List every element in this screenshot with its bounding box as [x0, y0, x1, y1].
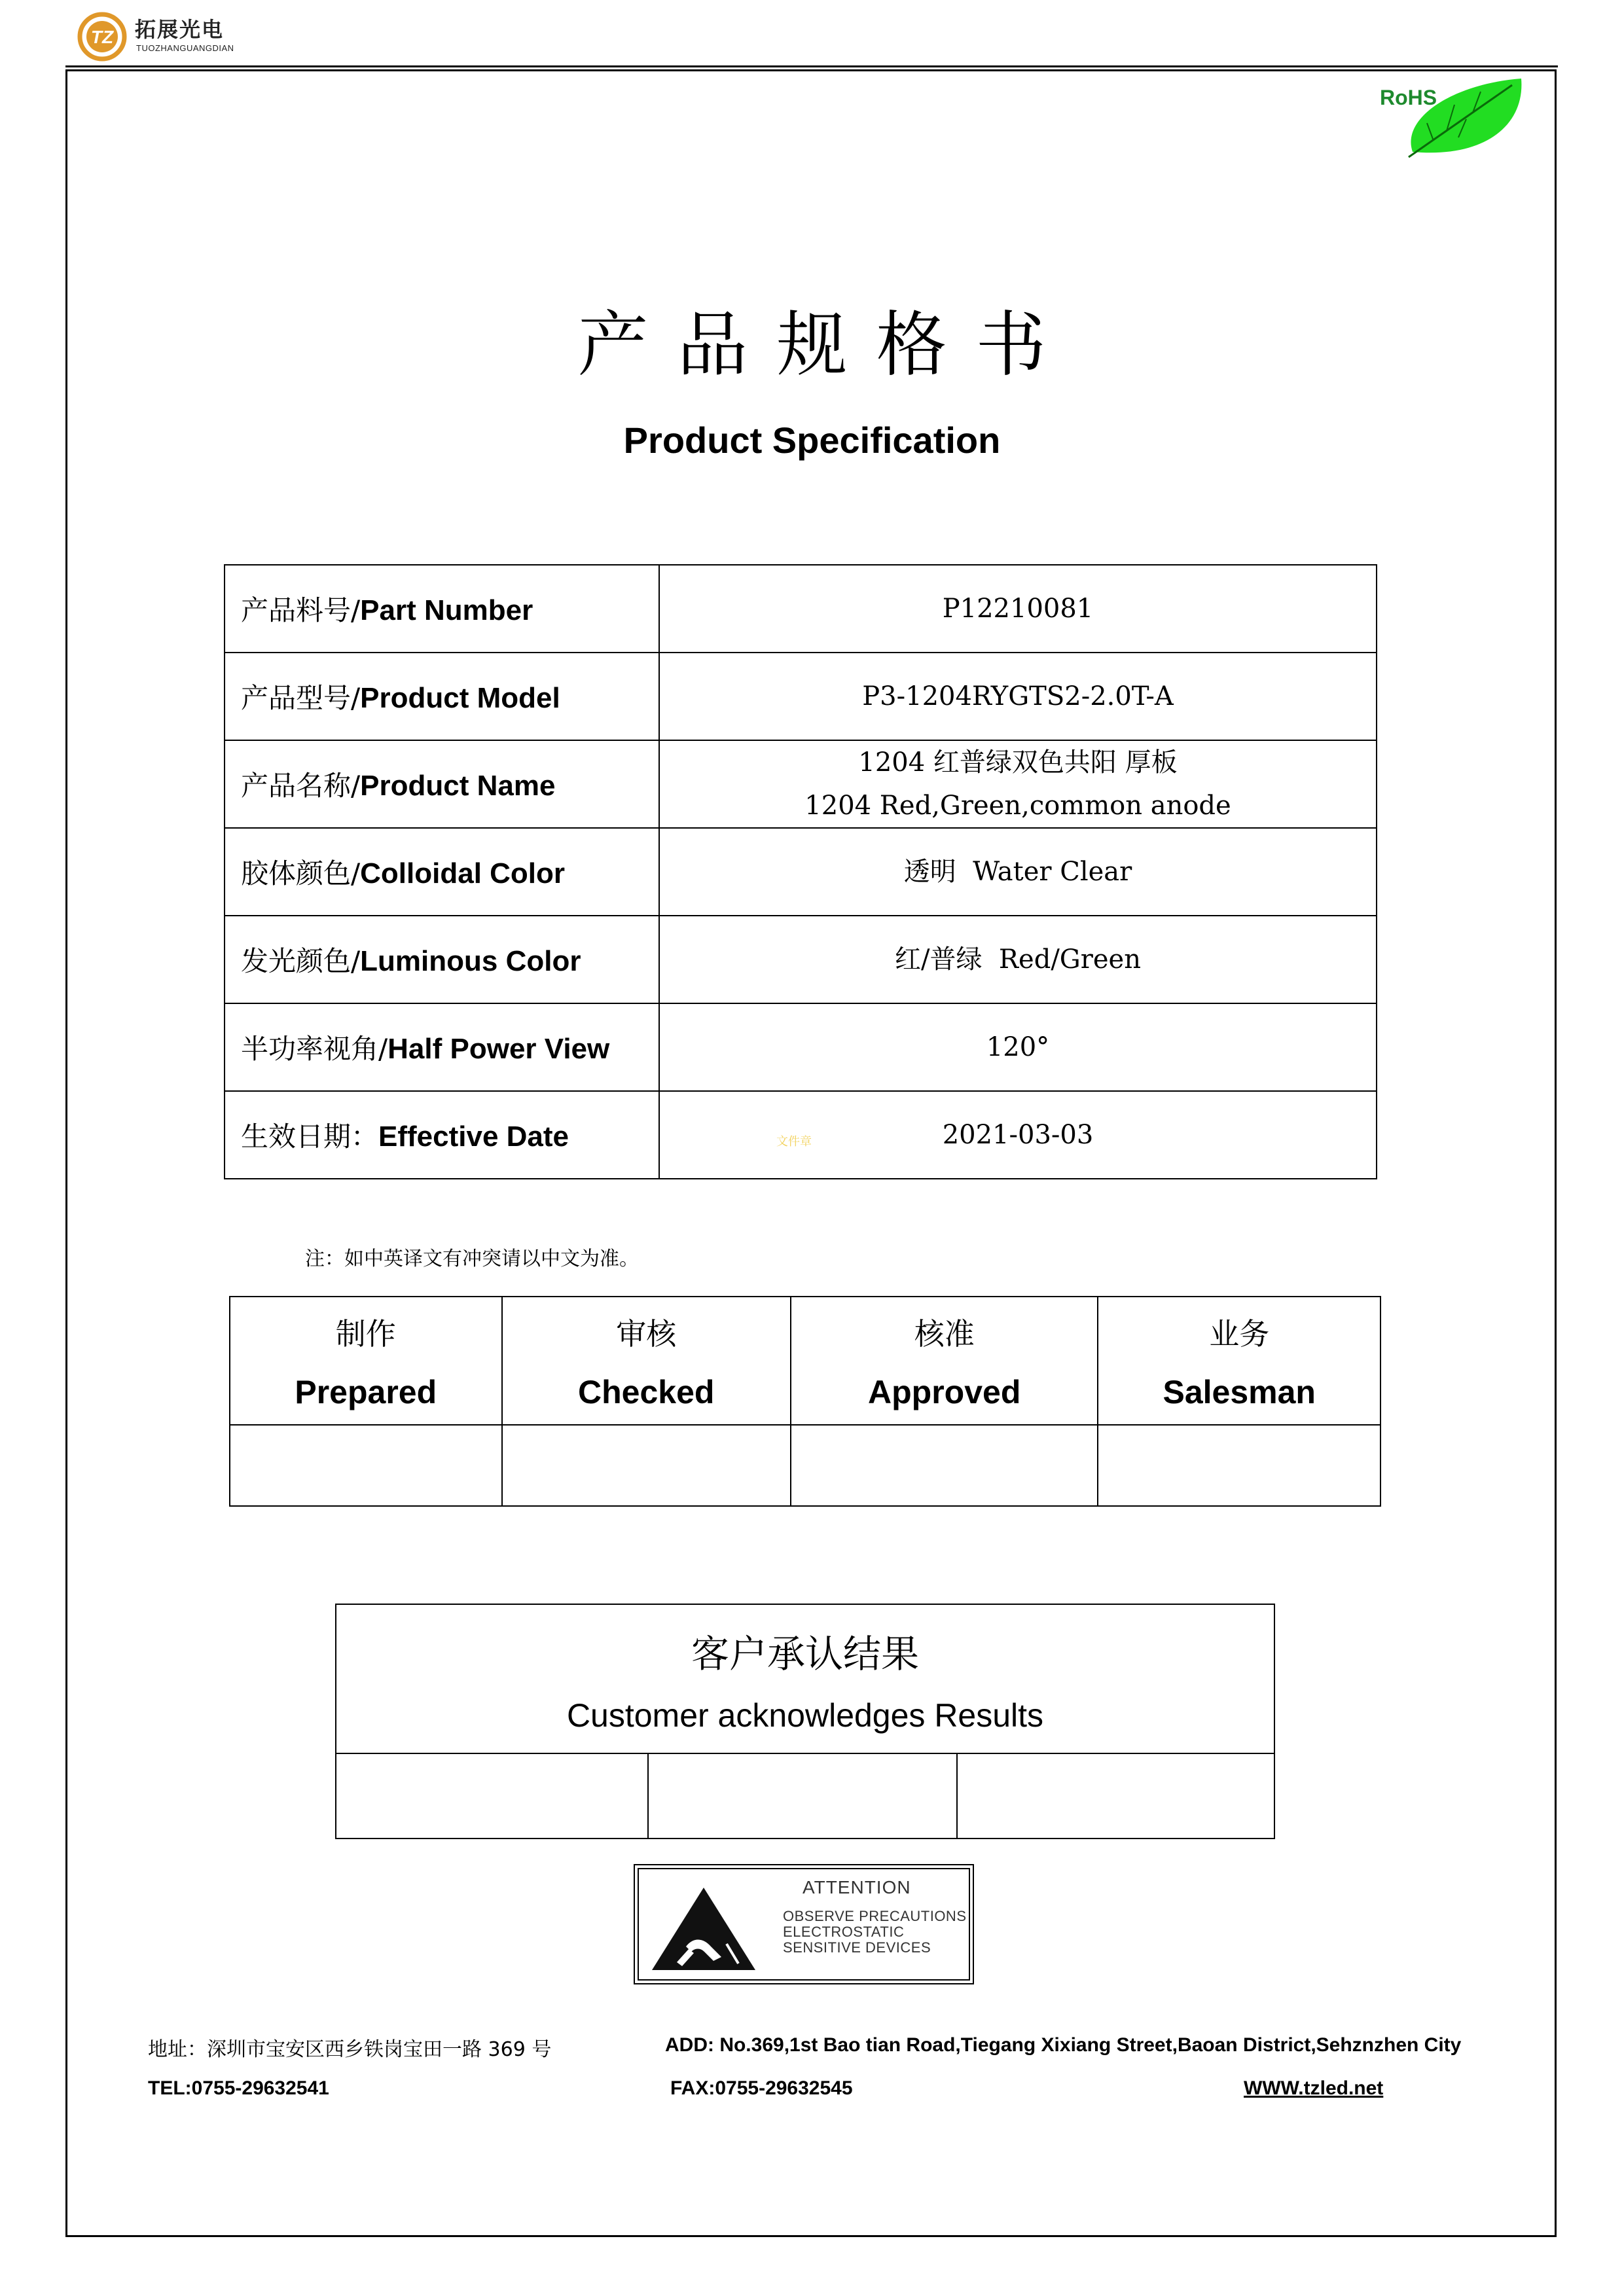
spec-row-colloidal-color: [225, 828, 1377, 916]
spec-value: P12210081: [659, 565, 1377, 653]
spec-value-line-cn: 1204 红普绿双色共阳 厚板: [858, 747, 1178, 778]
customer-ack-cell: [957, 1753, 1274, 1839]
attention-title: ATTENTION: [803, 1877, 911, 1897]
customer-ack-row: [336, 1753, 1274, 1839]
spec-value-line-en: 1204 Red,Green,common anode: [804, 791, 1231, 821]
signoff-prepared: 制作 Prepared: [230, 1297, 502, 1425]
spec-value: 120°: [659, 1003, 1377, 1091]
spec-table: [224, 564, 1377, 1179]
faint-stamp-watermark: 文件章: [776, 1135, 812, 1148]
signoff-header-row: [230, 1297, 1380, 1425]
signoff-table: [229, 1296, 1381, 1507]
spec-row-product-name: [225, 740, 1377, 828]
svg-text:RoHS: RoHS: [1380, 86, 1437, 109]
customer-ack-cell: [336, 1753, 648, 1839]
spec-value: [659, 740, 1377, 828]
company-logo-icon: [77, 12, 127, 62]
signoff-salesman: 业务 Salesman: [1098, 1297, 1380, 1425]
esd-warning-icon: [648, 1884, 759, 1974]
rohs-leaf-icon: [1375, 65, 1532, 164]
telephone: TEL:0755-29632541: [148, 2077, 329, 2099]
website-link[interactable]: WWW.tzled.net: [1244, 2077, 1384, 2099]
signoff-signature-row: [230, 1425, 1380, 1506]
spec-row-part-number: [225, 565, 1377, 653]
customer-ack-title: 客户承认结果 Customer acknowledges Results: [336, 1604, 1274, 1753]
translation-note: 注：如中英译文有冲突请以中文为准。: [305, 1247, 639, 1270]
signature-cell: [1098, 1425, 1380, 1506]
spec-value: 透明 Water Clear: [659, 828, 1377, 916]
header-divider: [65, 65, 1558, 67]
customer-ack-table: [335, 1604, 1275, 1839]
customer-ack-header: [336, 1604, 1274, 1753]
spec-label: 生效日期：Effective Date: [225, 1091, 659, 1179]
address-english: ADD: No.369,1st Bao tian Road,Tiegang Xixiang Street,Baoan District,Sehznzhen City: [665, 2034, 1462, 2056]
spec-label: 产品料号/Part Number: [225, 565, 659, 653]
attention-line: ELECTROSTATIC: [783, 1924, 905, 1940]
spec-value: 2021-03-03: [659, 1091, 1377, 1179]
spec-value: P3-1204RYGTS2-2.0T-A: [659, 653, 1377, 740]
attention-text: [783, 1909, 967, 1956]
title-english: Product Specification: [623, 420, 1001, 461]
spec-value: 红/普绿 Red/Green: [659, 916, 1377, 1003]
spec-label: 产品型号/Product Model: [225, 653, 659, 740]
spec-row-product-model: [225, 653, 1377, 740]
logo-chinese-name: 拓展光电: [135, 18, 225, 41]
customer-ack-cell: [648, 1753, 956, 1839]
page-header: [0, 0, 1624, 68]
address-chinese: 地址：深圳市宝安区西乡铁岗宝田一路 369 号: [148, 2038, 552, 2061]
signature-cell: [230, 1425, 502, 1506]
spec-label: 半功率视角/Half Power View: [225, 1003, 659, 1091]
spec-row-luminous-color: [225, 916, 1377, 1003]
logo-english-name: TUOZHANGUANGDIAN: [136, 43, 234, 53]
spec-label: 产品名称/Product Name: [225, 740, 659, 828]
spec-row-half-power-view: [225, 1003, 1377, 1091]
fax: FAX:0755-29632545: [670, 2077, 853, 2099]
signature-cell: [791, 1425, 1098, 1506]
spec-label: 发光颜色/Luminous Color: [225, 916, 659, 1003]
spec-label: 胶体颜色/Colloidal Color: [225, 828, 659, 916]
title-chinese: 产品规格书: [577, 304, 1075, 386]
signoff-checked: 审核 Checked: [502, 1297, 791, 1425]
svg-text:TZ: TZ: [90, 27, 114, 47]
signoff-approved: 核准 Approved: [791, 1297, 1098, 1425]
attention-line: SENSITIVE DEVICES: [783, 1939, 931, 1956]
signature-cell: [502, 1425, 791, 1506]
attention-line: OBSERVE PRECAUTIONS: [783, 1908, 967, 1924]
